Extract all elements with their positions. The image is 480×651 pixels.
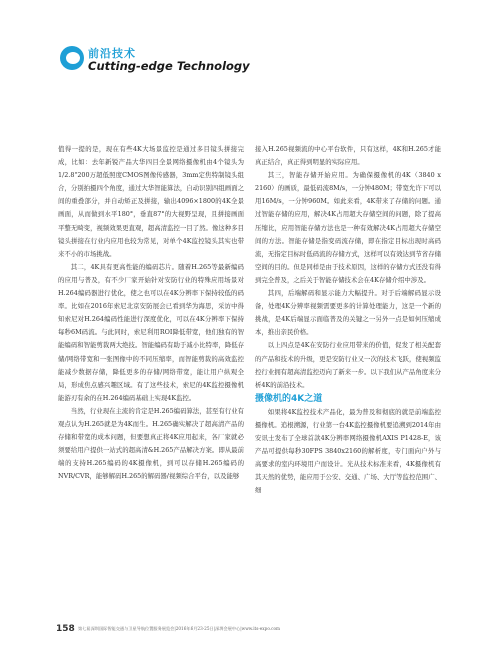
body-paragraph: 以上四点是4K在安防行业应用带来的价值，促发了相关配套的产品和技术的升级，更是安防行业又一次的技术飞跃，使视频监控行业拥有超高清监控迈向了新来一步。以下我们从产品角度来分析4K的前沿技术。 [255,341,441,389]
footer-text: 第七届深圳国际智能交通与卫星导航位置服务展览会|2016年6月23-25日|深圳会展中心|www.its-expo.com [78,626,280,631]
page-footer [56,624,446,636]
body-paragraph: 如果将4K监控技术产品化，最为普及和彻底的就是前端监控摄像机。追根溯源，行业第一台4K监控摄像机要追溯到2014年由安讯士发布了全球首款4K分辨率网络摄像机AXIS P1428-E，该产品可提供每秒30FPS 3840x2160的解析度，专门面向户外与高要求的室内环境用户而设计。光从技术标准来看，4K摄像机有其天然的优势，能应用于公安、交通、广场、大厅等监控范围广、细 [255,407,441,495]
section-title-cn: 前沿技术 [88,47,136,60]
body-paragraph: 接入H.265视频流的中心平台软件，只有这样，4K和H.265才能真正结合，真正得到明显的实际应用。 [255,145,441,167]
body-paragraph: 值得一提的是，现在有些4K大场景监控是通过多目镜头拼接完成，比如：去年新锐产品大华四目全景网络摄像机由4个镜头为1/2.8"200万超低照度CMOS图像传感器，3mm定焦特制镜头组合，分别拍摄四个角度，通过大华智能算法，自动识别四组画面之间的重叠部分，并自动矫正及拼接，输出4096×1800的4K全景画面，从而做到水平180°，垂直87°的大视野呈现，且拼接画面平整无畸变，视频效果更直观，超高清监控一目了然。像这种多目镜头拼接在行业内应用也较为常见，对单个4K监控镜头其实也带来不小的市场挑战。 [58,145,244,258]
section-header [0,40,480,88]
left-column [58,143,244,483]
page-number: 158 [56,624,75,634]
section-title-en: Cutting-edge Technology [88,59,250,73]
body-paragraph: 当然，行业现在主流的肯定是H.265编码算法，甚至有行业有观点认为H.265就是为4K而生。H.265确实解决了超高清产品的存储和带宽的成本问题，但要想真正将4K应用起来，各厂家就必须要给用户提供一站式的超高清&H.265产品解决方案。即从最前端的支持H.265编码的4K摄像机，到可以存储H.265编码的NVR/CVR，能够解码H.265的解码器/视频综合平台，以及能够 [58,406,244,481]
body-paragraph: 其四，后端解码和显示能力大幅提升。对于后端解码显示设备，处理4K分辨率视频需要更多的计算处理能力，这是一个新的挑战，是4K后端显示面临普及的关键之一另外一点是如何压缩成本，推出亲民价格。 [255,289,441,337]
body-paragraph: 其三，智能存储开始应用。为确保摄像机的4K（3840 x 2160）的画质，最低码流8M/s，一分钟480M；带宽允许下可以用16M/s，一分钟960M。如此来看，4K带来了存储的问题。通过智能存储的应用，解决4K占用超大存储空间的问题，除了提高压缩比，应用智能存储方法也是一种有效解决4K占用超大存储空间的方法。智能存储是指变码流存储，即在指定目标出现时高码流，无指定目标时低码流的存储方式，这样可以有效达到节省存储空间的目的。但是同样是由于技术原因，这样的存储方式还没有得到完全普及，之后关于智能存储技术会在4K存储介绍中涉及。 [255,171,441,284]
body-paragraph: 其二，4K具有更高性能的编码芯片。随着H.265等最新编码的应用与普及，有不少厂家开始针对安防行业的特殊应用场景对H.264编码器进行优化，使之也可以在4K分辨率下保持较低的码率。比如在2016年索尼北京安防展会已看到华为海思，采访中得知索尼对H.264编码性能进行深度优化，可以在4K分辨率下保持每秒6M码流。与此同时，索尼利用ROI降低带宽，他们独有的智能编码和智能剪裁两大绝技。智能编码有助于减小比特率，降低存储/网络带宽和一张图像中的不同压缩率，而智能剪裁的高效监控能减少数据存储，降低更多的存储/网络带宽，能让用户纵观全局，形成焦点感兴趣区域。有了这些技术，索尼的4K监控摄像机能游刃有余的在H.264编码基础上实现4K监控。 [58,262,244,402]
section-heading: 摄像机的4K之道 [255,393,323,404]
right-column [255,143,441,497]
section-logo-icon [60,46,84,70]
